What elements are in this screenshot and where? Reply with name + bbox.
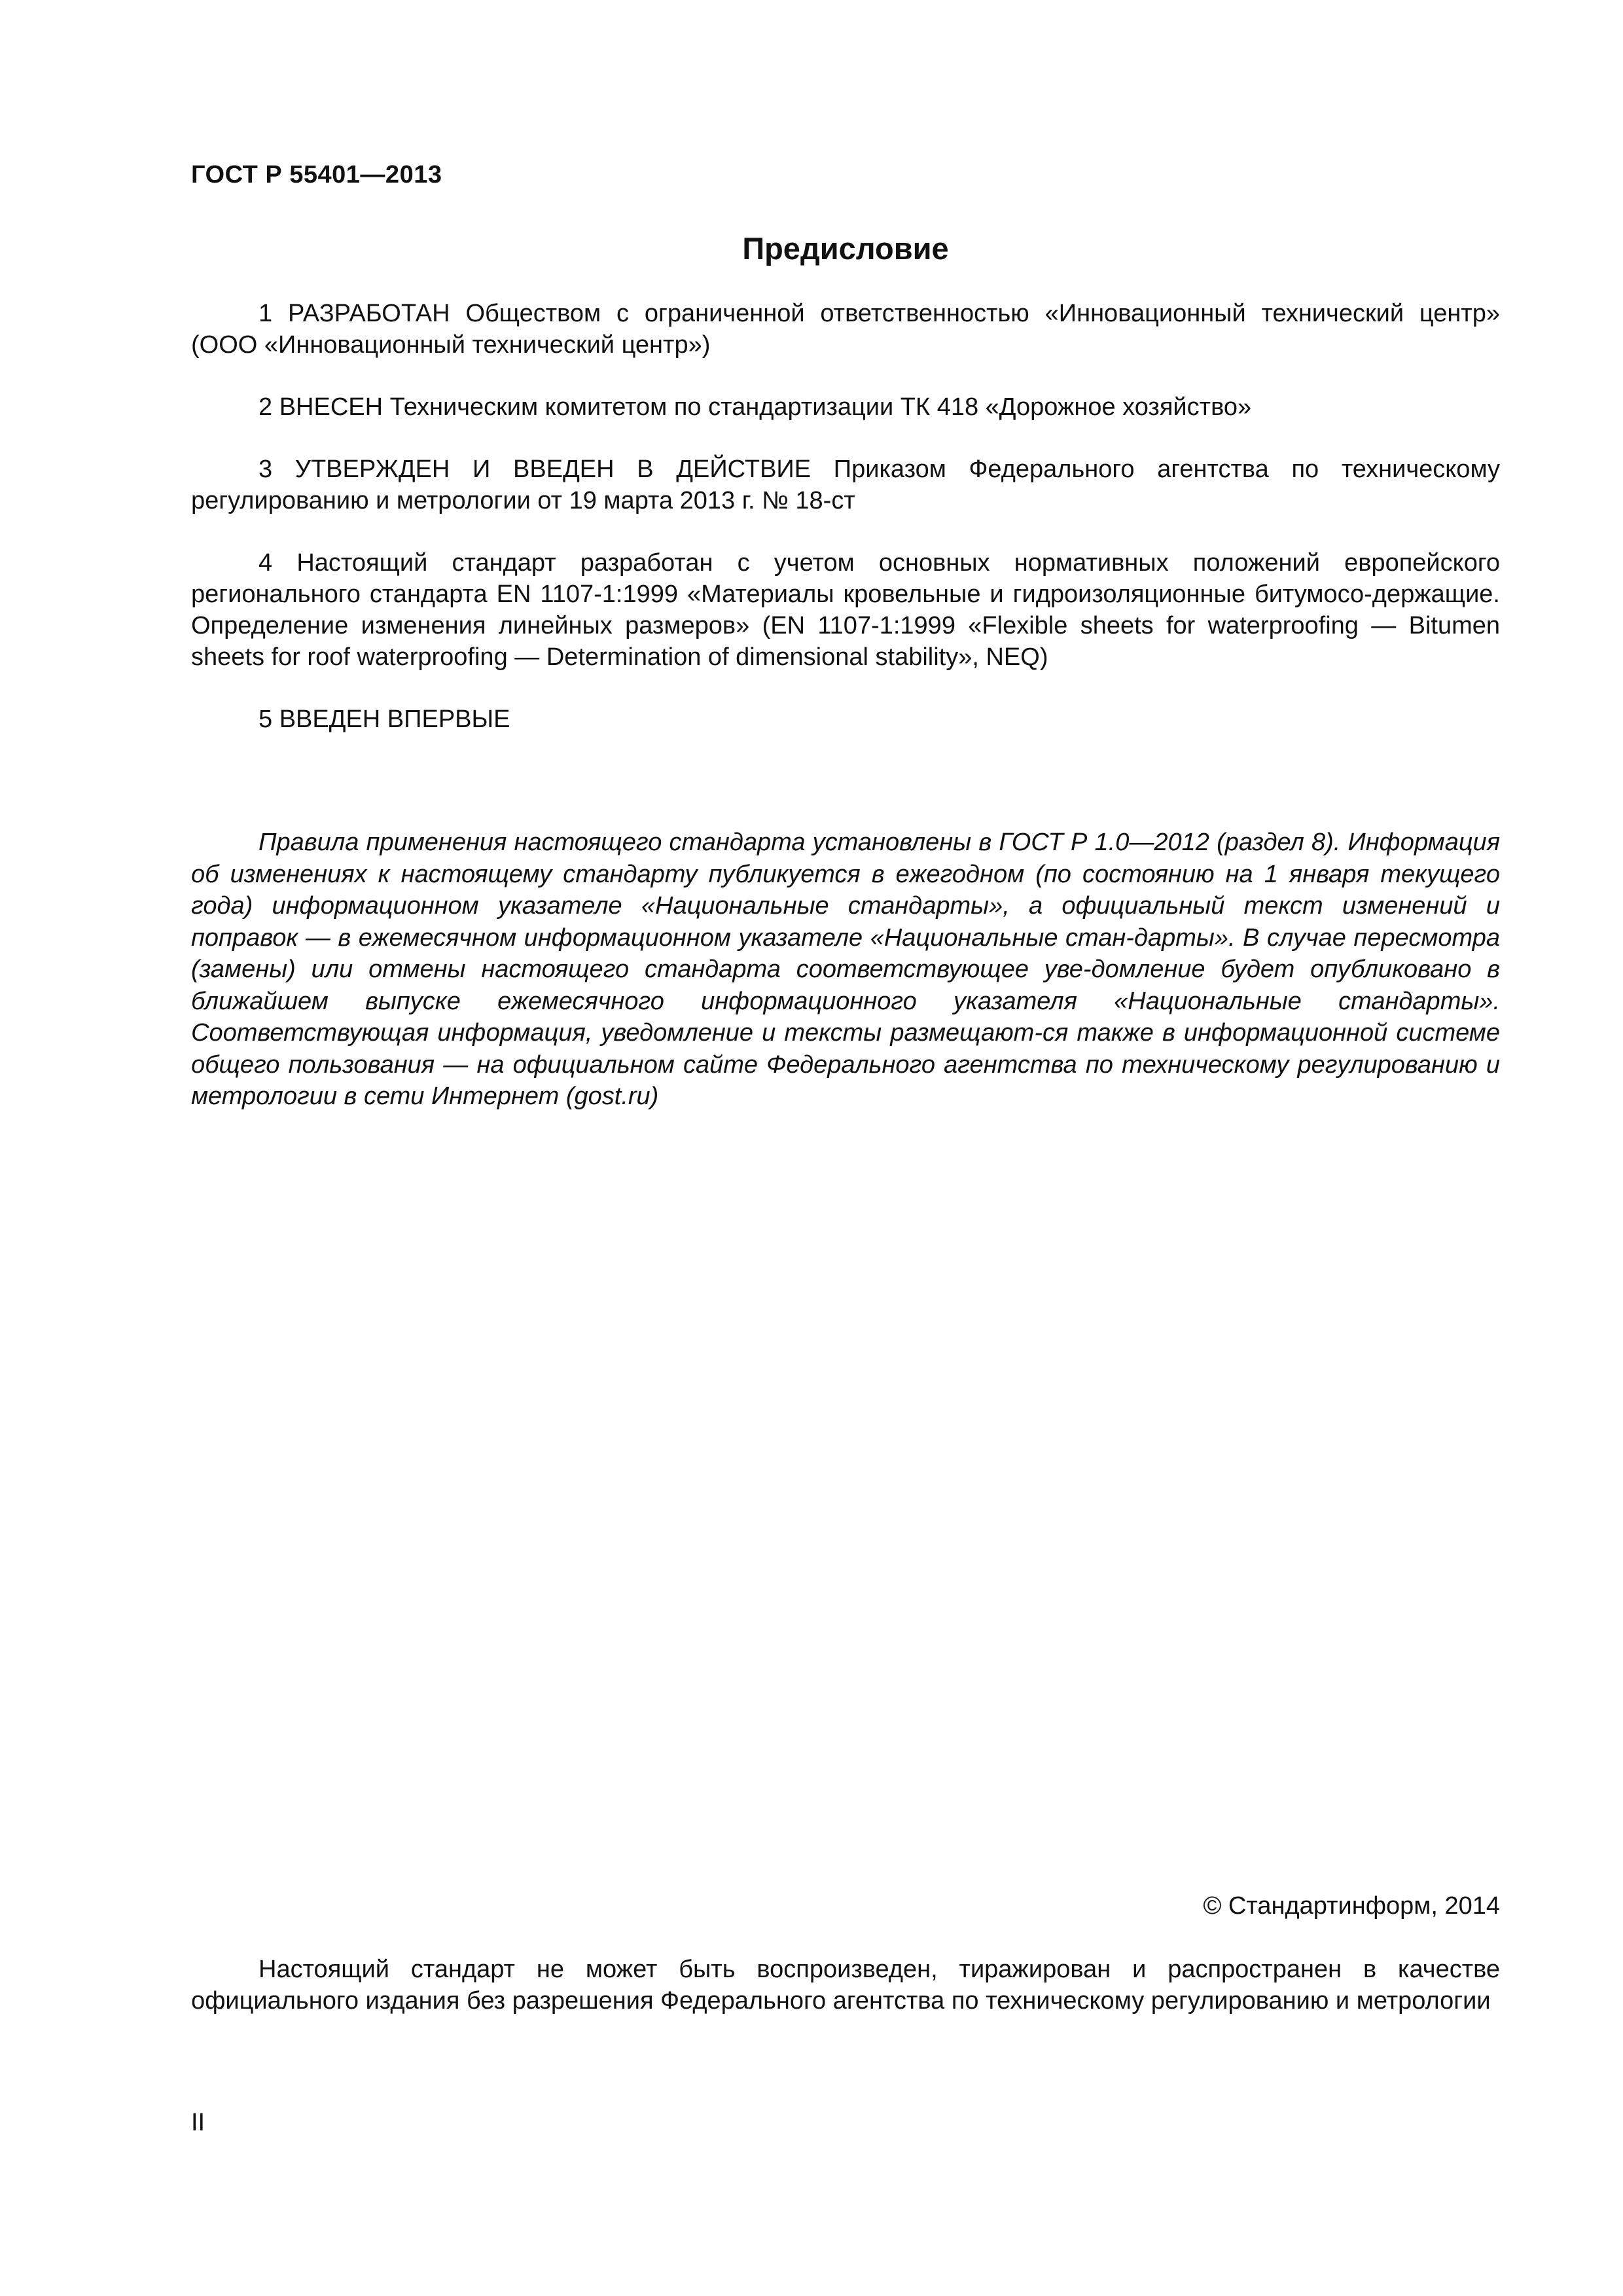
- item-text: Приказом Федерального агентства по техническому регулированию и метрологии от 19 марта 2013 г. № 18-ст: [191, 456, 1500, 514]
- foreword-item-3: [191, 454, 1500, 516]
- item-lead: 4: [259, 549, 273, 577]
- foreword-item-2: [191, 391, 1500, 423]
- item-lead: 2 ВНЕСЕН: [259, 393, 383, 421]
- foreword-item-4: [191, 547, 1500, 673]
- item-lead: 3 УТВЕРЖДЕН И ВВЕДЕН В ДЕЙСТВИЕ: [259, 456, 812, 483]
- item-text: Обществом с ограниченной ответственностью «Инновационный технический центр» (ООО «Инновационный технический центр»): [191, 300, 1501, 359]
- copyright-line: © Стандартинформ, 2014: [1203, 1892, 1500, 1920]
- item-text: Техническим комитетом по стандартизации ТК 418 «Дорожное хозяйство»: [383, 393, 1252, 421]
- page-title: Предисловие: [742, 231, 949, 266]
- document-code: ГОСТ Р 55401—2013: [191, 161, 442, 188]
- item-text: Настоящий стандарт разработан с учетом основных нормативных положений европейского регионального стандарта EN 1107-1:1999 «Материалы кровельные и гидроизоляционные битумосо-держащие. Определение изменения линейных размеров» (EN 1107-1:1999 «Flexible sheets for waterproofing — Bitumen sheets for roof waterproofing — Determination of dimensional stability», NEQ): [191, 549, 1500, 671]
- foreword-items: [191, 298, 1500, 766]
- item-lead: 5 ВВЕДЕН ВПЕРВЫЕ: [259, 706, 510, 733]
- document-page: [191, 0, 1500, 2296]
- item-lead: 1 РАЗРАБОТАН: [259, 300, 450, 327]
- foreword-item-5: [191, 704, 1500, 735]
- page-number: II: [191, 2109, 205, 2136]
- reproduction-rights-notice: Настоящий стандарт не может быть воспроизведен, тиражирован и распространен в качестве официального издания без разрешения Федерального агентства по техническому регулированию и метрологии: [191, 1956, 1500, 2015]
- application-rules-notice: Правила применения настоящего стандарта установлены в ГОСТ Р 1.0—2012 (раздел 8). Информация об изменениях к настоящему стандарту публикуется в ежегодном (по состоянию на 1 января текущего года) информационном указателе «Национальные стандарты», а официальный текст изменений и поправок — в ежемесячном информационном указателе «Национальные стан-дарты». В случае пересмотра (замены) или отмены настоящего стандарта соответствующее уве-домление будет опубликовано в ближайшем выпуске ежемесячного информационного указателя «Национальные стандарты». Соответствующая информация, уведомление и тексты размещают-ся также в информационной системе общего пользования — на официальном сайте Федерального агентства по техническому регулированию и метрологии в сети Интернет (gost.ru): [191, 829, 1500, 1110]
- foreword-item-1: [191, 298, 1500, 361]
